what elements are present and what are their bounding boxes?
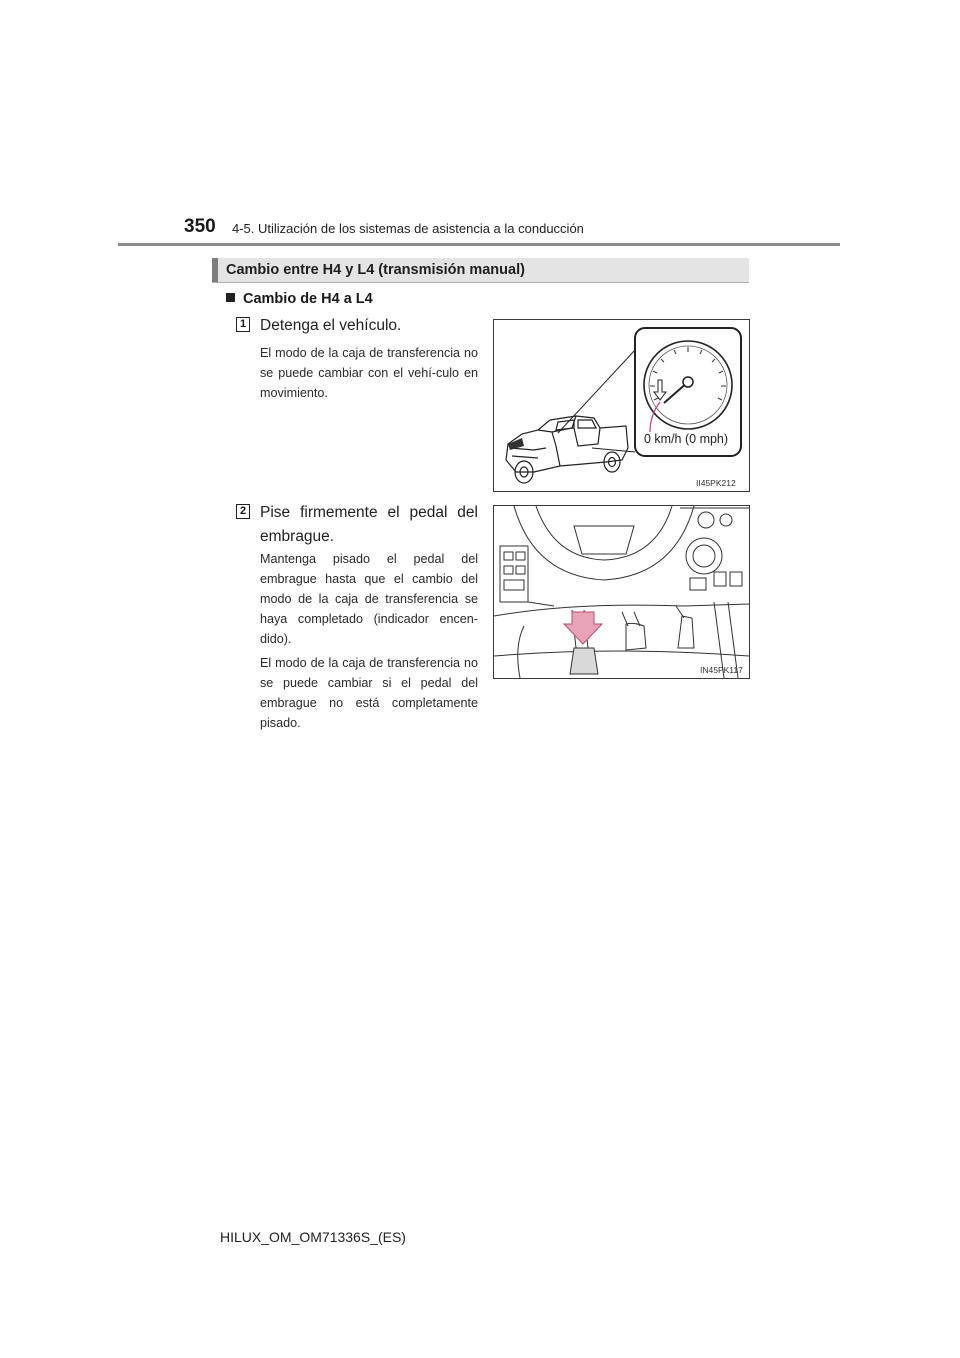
step-1-number: 1 bbox=[236, 317, 250, 332]
speed-label: 0 km/h (0 mph) bbox=[644, 432, 729, 446]
section-bar-accent bbox=[212, 258, 218, 282]
truck-speedometer-illustration bbox=[494, 320, 749, 491]
figure-clutch-pedal bbox=[493, 505, 750, 679]
section-bar bbox=[212, 258, 749, 283]
step-2-note-2: El modo de la caja de transferencia no se puede cambiar si el pedal del embrague no está completamente pisado. bbox=[260, 656, 478, 730]
square-bullet-icon bbox=[226, 293, 235, 302]
figure-1-code: II45PK212 bbox=[696, 478, 736, 488]
clutch-pedal-illustration bbox=[494, 506, 749, 678]
step-2-number: 2 bbox=[236, 504, 250, 519]
page-number: 350 bbox=[184, 216, 216, 237]
step-1-note: El modo de la caja de transferencia no se puede cambiar con el vehí-culo en movimiento. bbox=[260, 346, 478, 400]
sub-heading bbox=[226, 291, 373, 308]
section-title: Cambio entre H4 y L4 (transmisión manual) bbox=[226, 262, 525, 278]
step-1-title: Detenga el vehículo. bbox=[260, 317, 402, 334]
figure-truck-speedometer bbox=[493, 319, 750, 492]
chapter-header: 4-5. Utilización de los sistemas de asistencia a la conducción bbox=[232, 221, 584, 236]
sub-heading-text: Cambio de H4 a L4 bbox=[243, 291, 373, 307]
header-rule bbox=[118, 243, 840, 246]
step-2-title: Pise firmemente el pedal del embrague. bbox=[260, 504, 478, 545]
footer-doc-id: HILUX_OM_OM71336S_(ES) bbox=[220, 1229, 406, 1245]
figure-2-code: IN45PK117 bbox=[700, 665, 743, 675]
step-2-note-1: Mantenga pisado el pedal del embrague hasta que el cambio del modo de la caja de transferencia se haya completado (indicador encen-dido). bbox=[260, 552, 478, 646]
